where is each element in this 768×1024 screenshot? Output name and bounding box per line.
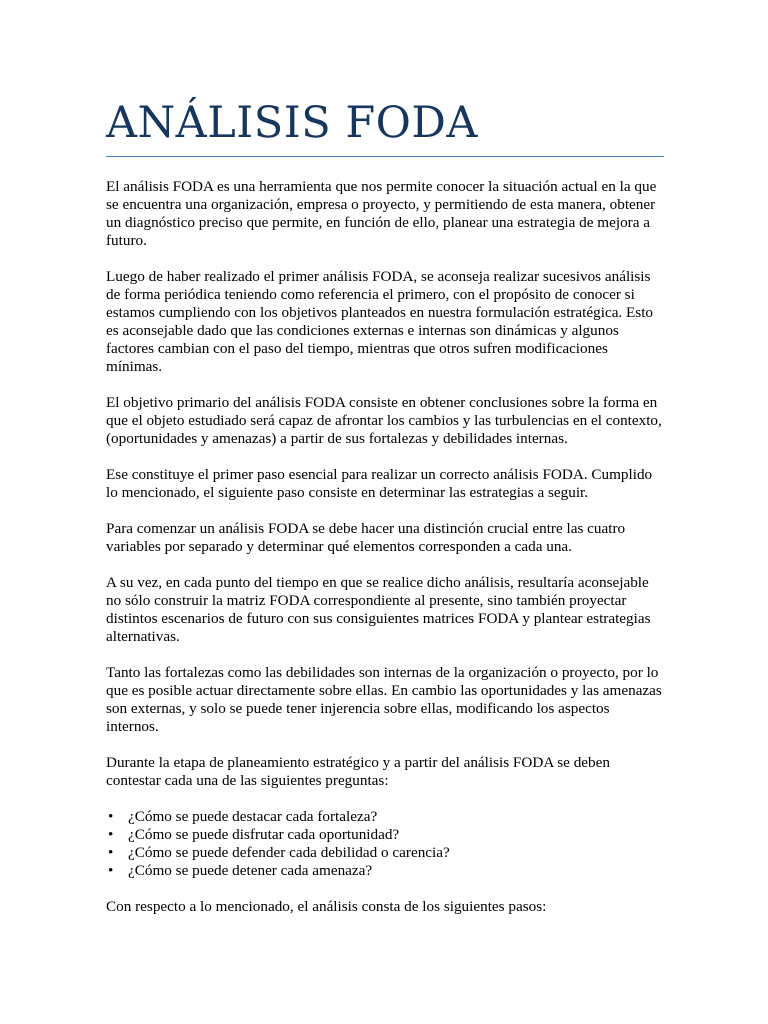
paragraph: Tanto las fortalezas como las debilidades son internas de la organización o proyecto, por lo que es posible actuar directamente sobre ellas. En cambio las oportunidades y las amenazas son externas, y solo se puede tener injerencia sobre ellas, modificando los aspectos internos. [106,664,662,735]
paragraph: Ese constituye el primer paso esencial para realizar un correcto análisis FODA. Cumplido lo mencionado, el siguiente paso consiste en determinar las estrategias a seguir. [106,466,653,501]
bullet-icon: • [108,826,114,843]
document-body [106,178,666,934]
bullet-icon: • [108,844,114,861]
bullet-icon: • [108,862,114,879]
list-item [106,862,666,880]
list-item [106,808,666,826]
paragraph: Luego de haber realizado el primer análisis FODA, se aconseja realizar sucesivos análisis de forma periódica teniendo como referencia el primero, con el propósito de conocer si estamos cumpliendo con los objetivos planteados en nuestra formulación estratégica. Esto es aconsejable dado que las condiciones externas e internas son dinámicas y algunos factores cambian con el paso del tiempo, mientras que otros sufren modificaciones mínimas. [106,268,654,375]
document-title: ANÁLISIS FODA [106,98,478,148]
questions-list [106,808,666,880]
closing-paragraph: Con respecto a lo mencionado, el análisis consta de los siguientes pasos: [106,898,547,915]
list-item-text: ¿Cómo se puede destacar cada fortaleza? [128,808,378,825]
list-item-text: ¿Cómo se puede defender cada debilidad o carencia? [128,844,450,861]
paragraph: El objetivo primario del análisis FODA consiste en obtener conclusiones sobre la forma en que el objeto estudiado será capaz de afrontar los cambios y las turbulencias en el contexto, (oportunidades y amenazas) a partir de sus fortalezas y debilidades internas. [106,394,662,447]
paragraph: El análisis FODA es una herramienta que nos permite conocer la situación actual en la que se encuentra una organización, empresa o proyecto, y permitiendo de esta manera, obtener un diagnóstico preciso que permite, en función de ello, planear una estrategia de mejora a futuro. [106,178,657,249]
list-item [106,826,666,844]
paragraph: Para comenzar un análisis FODA se debe hacer una distinción crucial entre las cuatro variables por separado y determinar qué elementos corresponden a cada una. [106,520,626,555]
list-item-text: ¿Cómo se puede detener cada amenaza? [128,862,373,879]
bullet-icon: • [108,808,114,825]
paragraph: Durante la etapa de planeamiento estratégico y a partir del análisis FODA se deben contestar cada una de las siguientes preguntas: [106,754,610,789]
list-item-text: ¿Cómo se puede disfrutar cada oportunidad? [128,826,400,843]
title-underline [106,156,664,157]
paragraph: A su vez, en cada punto del tiempo en que se realice dicho análisis, resultaría aconsejable no sólo construir la matriz FODA correspondiente al presente, sino también proyectar distintos escenarios de futuro con sus consiguientes matrices FODA y plantear estrategias alternativas. [106,574,651,645]
list-item [106,844,666,862]
